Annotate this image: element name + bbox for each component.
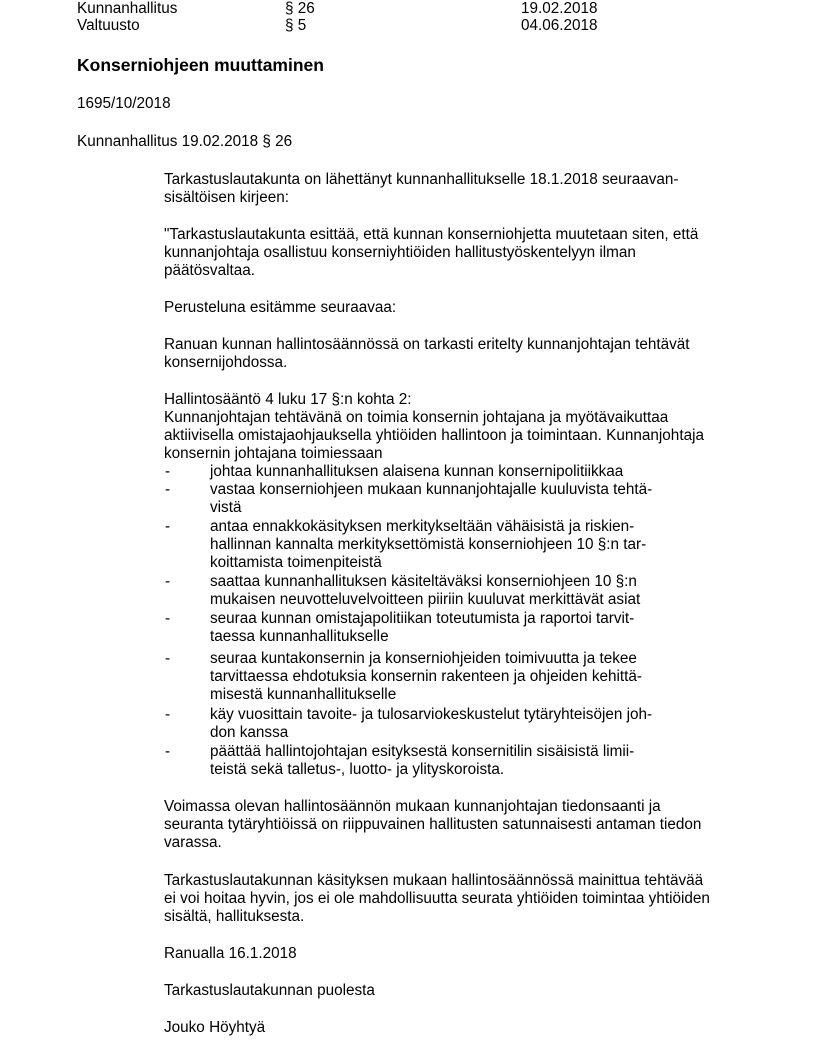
meeting-reference: Kunnanhallitus 19.02.2018 § 26 bbox=[77, 133, 293, 150]
text-line: sisältöisen kirjeen: bbox=[164, 189, 289, 206]
text-line: "Tarkastuslautakunta esittää, että kunnan konserniohjetta muutetaan siten, että bbox=[164, 226, 699, 243]
history-body: Valtuusto bbox=[77, 17, 140, 34]
list-item-line: seuraa kunnan omistajapolitiikan toteutumista ja raportoi tarvit- bbox=[210, 610, 635, 627]
dash-bullet: - bbox=[165, 573, 171, 590]
list-item-line: antaa ennakkokäsityksen merkitykseltään vähäisistä ja riskien- bbox=[210, 518, 635, 535]
dash-bullet: - bbox=[165, 518, 171, 535]
dash-bullet: - bbox=[165, 743, 171, 760]
list-item-line: käy vuosittain tavoite- ja tulosarviokeskustelut tytäryhteisöjen joh- bbox=[210, 706, 653, 723]
history-date: 04.06.2018 bbox=[521, 17, 598, 34]
text-line: konsernin johtajana toimiessaan bbox=[164, 445, 383, 462]
list-item-line: hallinnan kannalta merkityksettömistä konserniohjeen 10 §:n tar- bbox=[210, 536, 647, 553]
text-line: päätösvaltaa. bbox=[164, 262, 255, 279]
record-number: 1695/10/2018 bbox=[77, 95, 171, 112]
text-line: Perusteluna esitämme seuraavaa: bbox=[164, 299, 397, 316]
text-line: Ranuan kunnan hallintosäännössä on tarkasti eritelty kunnanjohtajan tehtävät bbox=[164, 336, 690, 353]
text-line: konsernijohdossa. bbox=[164, 354, 288, 371]
dash-bullet: - bbox=[165, 481, 171, 498]
list-item-line: taessa kunnanhallitukselle bbox=[210, 628, 389, 645]
list-item-line: vistä bbox=[210, 499, 242, 516]
history-section: § 5 bbox=[285, 17, 307, 34]
list-item-line: misestä kunnanhallitukselle bbox=[210, 686, 397, 703]
text-line: seuranta tytäryhtiöissä on riippuvainen hallitusten satunnaisesti antaman tiedon bbox=[164, 816, 702, 833]
history-date: 19.02.2018 bbox=[521, 0, 598, 17]
signature-name: Jouko Höyhtyä bbox=[164, 1019, 266, 1036]
text-line: Kunnanjohtajan tehtävänä on toimia konsernin johtajana ja myötävaikuttaa bbox=[164, 409, 669, 426]
list-item-line: vastaa konserniohjeen mukaan kunnanjohtajalle kuuluvista tehtä- bbox=[210, 481, 653, 498]
text-line: sisältä, hallituksesta. bbox=[164, 908, 305, 925]
history-section: § 26 bbox=[285, 0, 315, 17]
text-line: Tarkastuslautakunta on lähettänyt kunnanhallitukselle 18.1.2018 seuraavan- bbox=[164, 171, 679, 188]
text-line: aktiivisella omistajaohjauksella yhtiöiden hallintoon ja toimintaan. Kunnanjohtaja bbox=[164, 427, 704, 444]
text-line: varassa. bbox=[164, 834, 222, 851]
text-line: Hallintosääntö 4 luku 17 §:n kohta 2: bbox=[164, 391, 412, 408]
list-item-line: päättää hallintojohtajan esityksestä konsernitilin sisäisistä limii- bbox=[210, 743, 635, 760]
list-item-line: mukaisen neuvotteluvelvoitteen piiriin kuuluvat merkittävät asiat bbox=[210, 591, 641, 608]
history-body: Kunnanhallitus bbox=[77, 0, 178, 17]
list-item-line: johtaa kunnanhallituksen alaisena kunnan konsernipolitiikkaa bbox=[210, 463, 624, 480]
list-item-line: tarvittaessa ehdotuksia konsernin rakenteen ja ohjeiden kehittä- bbox=[210, 668, 642, 685]
dash-bullet: - bbox=[165, 463, 171, 480]
document-title: Konserniohjeen muuttaminen bbox=[77, 55, 324, 75]
text-line: Tarkastuslautakunnan käsityksen mukaan hallintosäännössä mainittua tehtävää bbox=[164, 872, 704, 889]
text-line: Voimassa olevan hallintosäännön mukaan kunnanjohtajan tiedonsaanti ja bbox=[164, 798, 661, 815]
text-line: kunnanjohtaja osallistuu konserniyhtiöiden hallitustyöskentelyyn ilman bbox=[164, 244, 636, 261]
dash-bullet: - bbox=[165, 706, 171, 723]
dash-bullet: - bbox=[165, 610, 171, 627]
list-item-line: koittamista toimenpiteistä bbox=[210, 554, 382, 571]
text-line: ei voi hoitaa hyvin, jos ei ole mahdollisuutta seurata yhtiöiden toimintaa yhtiöiden bbox=[164, 890, 710, 907]
list-item-line: don kanssa bbox=[210, 724, 289, 741]
place-and-date: Ranualla 16.1.2018 bbox=[164, 945, 297, 962]
list-item-line: teistä sekä talletus-, luotto- ja ylityskoroista. bbox=[210, 761, 505, 778]
list-item-line: seuraa kuntakonsernin ja konserniohjeiden toimivuutta ja tekee bbox=[210, 650, 637, 667]
list-item-line: saattaa kunnanhallituksen käsiteltäväksi konserniohjeen 10 §:n bbox=[210, 573, 637, 590]
on-behalf-of: Tarkastuslautakunnan puolesta bbox=[164, 982, 375, 999]
dash-bullet: - bbox=[165, 650, 171, 667]
